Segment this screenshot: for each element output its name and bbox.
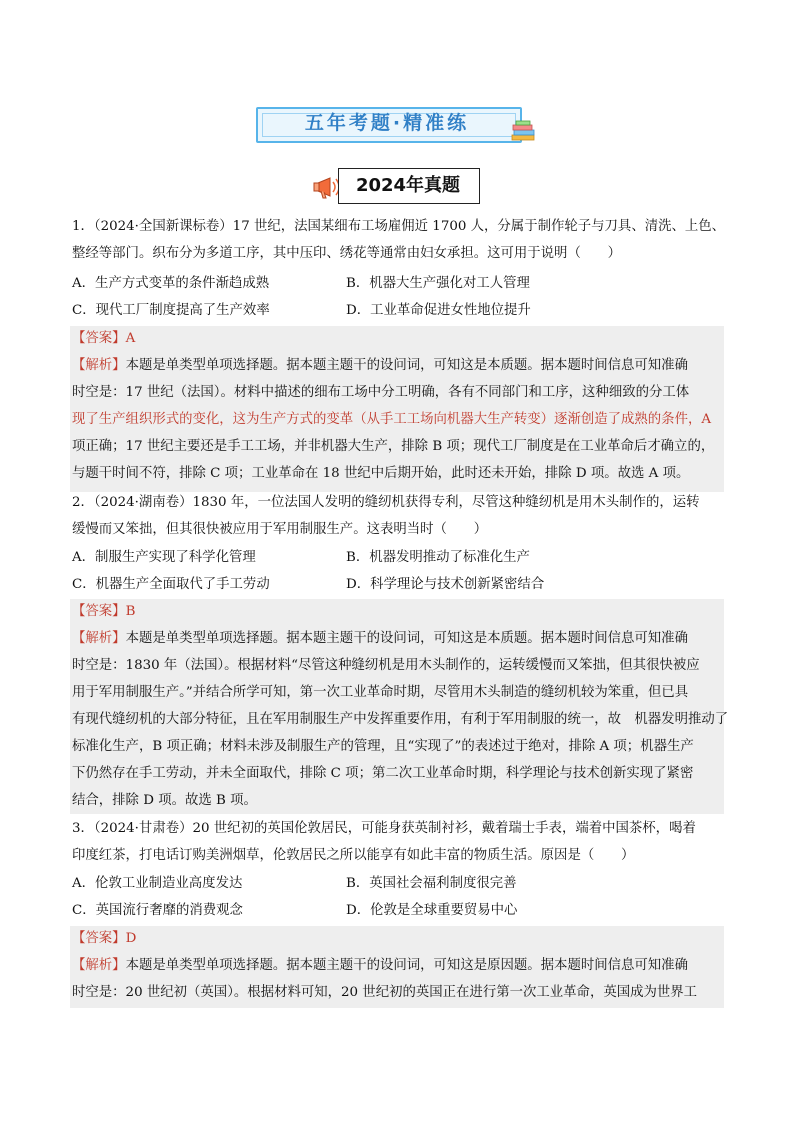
question-2-answer: 【答案】B [72,604,136,619]
question-2-option-a: A．制服生产实现了科学化管理 [72,550,256,565]
question-1-option-b: B．机器大生产强化对工人管理 [346,276,530,291]
question-3-answer: 【答案】D [72,931,137,946]
section-title: 2024年真题 [355,175,461,196]
banner-title: 五年考题·精准练 [304,112,470,134]
question-3-stem-line: 3．（2024·甘肃卷）20 世纪初的英国伦敦居民，可能身获英制衬衫，戴着瑞士手表，端着中国茶杯，喝着 [72,821,696,836]
question-1-analysis-line: 时空是：17 世纪（法国）。材料中描述的细布工场中分工明确，各有不同部门和工序，这种细致的分工体 [72,385,690,400]
question-2-stem-line: 缓慢而又笨拙，但其很快被应用于军用制服生产。这表明当时（ ） [72,522,488,537]
question-2-analysis-line: 有现代缝纫机的大部分特征，且在军用制服生产中发挥重要作用，有利于军用制服的统一，故 机器发明推动了 [72,712,729,727]
question-1-analysis-line: 与题干时间不符，排除 C 项；工业革命在 18 世纪中后期开始，此时还未开始，排除 D 项。故选 A 项。 [72,466,690,481]
question-1-option-d: D．工业革命促进女性地位提升 [346,303,531,318]
question-1-analysis-line: 现了生产组织形式的变化，这为生产方式的变革（从手工工场向机器大生产转变）逐渐创造了成熟的条件，A [72,412,712,427]
question-3-option-d: D．伦敦是全球重要贸易中心 [346,903,518,918]
question-3-option-b: B．英国社会福利制度很完善 [346,876,517,891]
question-3-option-a: A．伦敦工业制造业高度发达 [72,876,243,891]
question-2-analysis-line: 标准化生产，B 项正确；材料未涉及制服生产的管理，且“实现了”的表述过于绝对，排除 A 项；机器生产 [72,739,694,754]
question-1-option-a: A．生产方式变革的条件渐趋成熟 [72,276,270,291]
question-1-option-c: C．现代工厂制度提高了生产效率 [72,303,270,318]
question-1-stem-line: 整经等部门。织布分为多道工序，其中压印、绣花等通常由妇女承担。这可用于说明（ ） [72,246,622,261]
question-1-answer: 【答案】A [72,331,136,346]
question-3-analysis-line: 时空是：20 世纪初（英国）。根据材料可知，20 世纪初的英国正在进行第一次工业革命，英国成为世界工 [72,985,698,1000]
question-1-analysis-line: 【解析】本题是单类型单项选择题。据本题主题干的设问词，可知这是本质题。据本题时间信息可知准确 [72,358,688,373]
question-2-option-c: C．机器生产全面取代了手工劳动 [72,577,270,592]
question-3-analysis-line: 【解析】本题是单类型单项选择题。据本题主题干的设问词，可知这是原因题。据本题时间信息可知准确 [72,958,688,973]
question-2-analysis-line: 【解析】本题是单类型单项选择题。据本题主题干的设问词，可知这是本质题。据本题时间信息可知准确 [72,631,688,646]
question-2-option-d: D．科学理论与技术创新紧密结合 [346,577,545,592]
question-2-analysis-line: 用于军用制服生产。”并结合所学可知，第一次工业革命时期，尽管用木头制造的缝纫机较为笨重，但已具 [72,685,689,700]
question-3-stem-line: 印度红茶，打电话订购美洲烟草，伦敦居民之所以能享有如此丰富的物质生活。原因是（ ） [72,848,635,863]
question-2-analysis-line: 结合，排除 D 项。故选 B 项。 [72,793,257,808]
question-2-analysis-line: 下仍然存在手工劳动，并未全面取代，排除 C 项；第二次工业革命时期，科学理论与技术创新实现了紧密 [72,766,694,781]
question-3-option-c: C．英国流行奢靡的消费观念 [72,903,243,918]
question-1-stem-line: 1．（2024·全国新课标卷）17 世纪，法国某细布工场雇佣近 1700 人，分属于制作轮子与刀具、清洗、上色、 [72,219,726,234]
question-2-option-b: B．机器发明推动了标准化生产 [346,550,530,565]
question-2-stem-line: 2．（2024·湖南卷）1830 年，一位法国人发明的缝纫机获得专利，尽管这种缝纫机是用木头制作的，运转 [72,495,700,510]
question-1-analysis-line: 项正确；17 世纪主要还是手工工场，并非机器大生产，排除 B 项；现代工厂制度是在工业革命后才确立的， [72,439,715,454]
question-2-analysis-line: 时空是：1830 年（法国）。根据材料“尽管这种缝纫机是用木头制作的，运转缓慢而又笨拙，但其很快被应 [72,658,700,673]
